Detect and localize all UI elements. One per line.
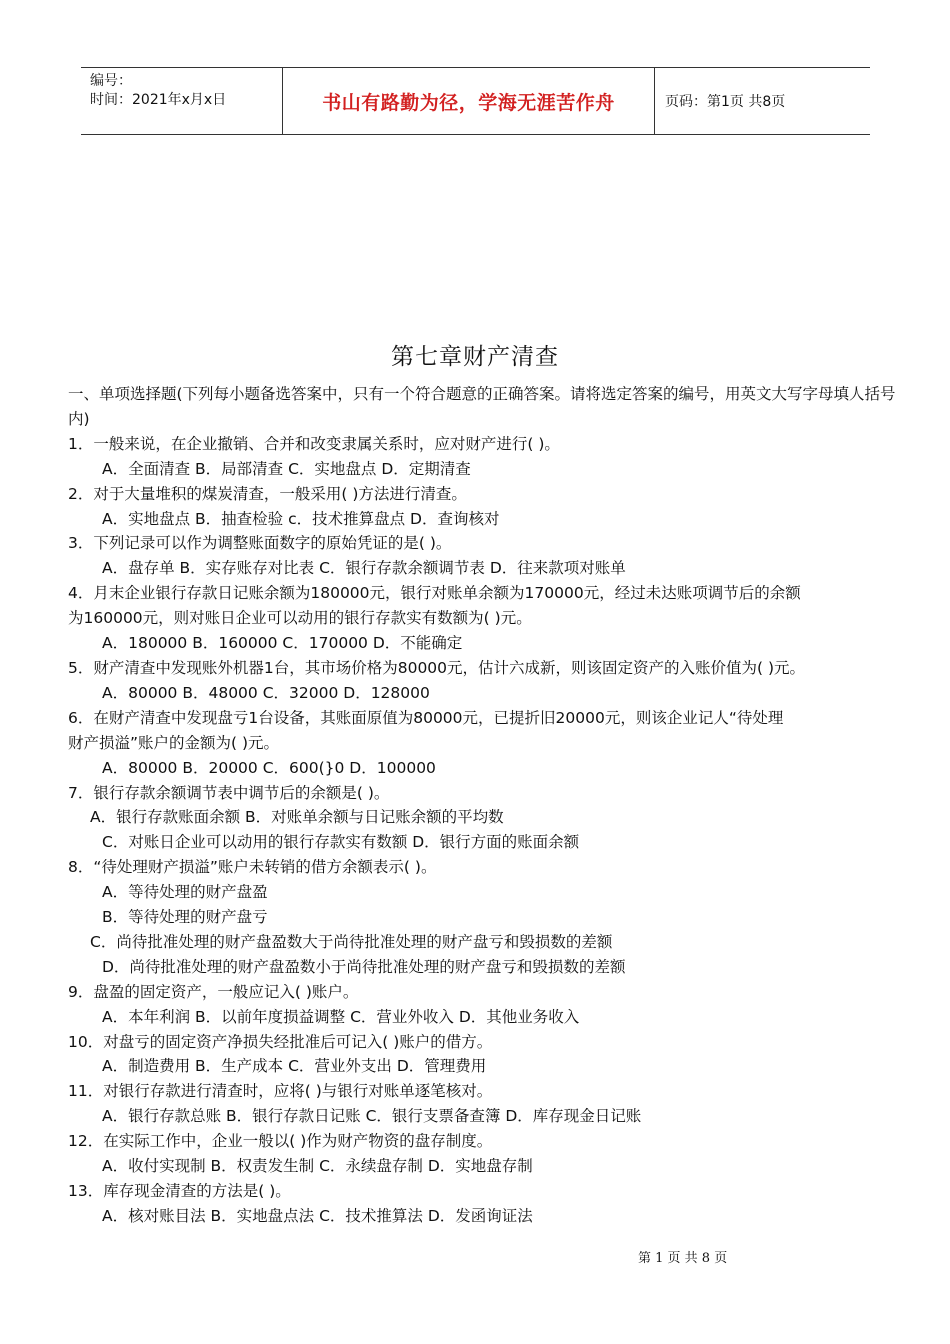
option-line: A．本年利润 B．以前年度损益调整 C．营业外收入 D．其他业务收入 bbox=[102, 1007, 580, 1026]
option-line: A．全面清查 B．局部清查 C．实地盘点 D．定期清查 bbox=[102, 459, 471, 478]
time-label: 时间：2021年x月x日 bbox=[90, 92, 227, 108]
option-line: A．实地盘点 B．抽查检验 c．技术推算盘点 D．查询核对 bbox=[102, 509, 500, 528]
question-line: 财产损溢”账户的金额为( )元。 bbox=[68, 733, 280, 752]
option-line: A．80000 B．48000 C．32000 D．128000 bbox=[102, 683, 430, 702]
option-line: A．80000 B．20000 C．600(}0 D．100000 bbox=[102, 758, 436, 777]
question-line: 5．财产清查中发现账外机器1台，其市场价格为80000元，估计六成新，则该固定资产的入账价值为( )元。 bbox=[68, 658, 806, 677]
number-label: 编号： bbox=[90, 73, 132, 89]
header-motto: 书山有路勤为径，学海无涯苦作舟 bbox=[282, 68, 655, 134]
option-line: A．盘存单 B．实存账存对比表 C．银行存款余额调节表 D．往来款项对账单 bbox=[102, 559, 626, 578]
option-line: A．收付实现制 B．权责发生制 C．永续盘存制 D．实地盘存制 bbox=[102, 1157, 533, 1176]
page-header bbox=[81, 67, 870, 135]
question-line: 4．月末企业银行存款日记账余额为180000元，银行对账单余额为170000元，经过未达账项调节后的余额 bbox=[68, 584, 801, 603]
header-meta bbox=[81, 68, 282, 134]
option-line: A．制造费用 B．生产成本 C．营业外支出 D．管理费用 bbox=[102, 1057, 487, 1076]
question-line: 3．下列记录可以作为调整账面数字的原始凭证的是( )。 bbox=[68, 534, 452, 553]
question-line: 1．一般来说，在企业撤销、合并和改变隶属关系时，应对财产进行( )。 bbox=[68, 434, 560, 453]
question-line: 2．对于大量堆积的煤炭清查，一般采用( )方法进行清查。 bbox=[68, 484, 467, 503]
question-line: 为160000元，则对账日企业可以动用的银行存款实有数额为( )元。 bbox=[68, 609, 532, 628]
question-line: 10．对盘亏的固定资产净损失经批准后可记入( )账户的借方。 bbox=[68, 1032, 493, 1051]
page-footer: 第 1 页 共 8 页 bbox=[638, 1251, 728, 1266]
question-content bbox=[68, 382, 898, 1229]
question-line: 6．在财产清查中发现盘亏1台设备，其账面原值为80000元，已提折旧20000元，则该企业记人“待处理 bbox=[68, 708, 784, 727]
chapter-title: 第七章财产清查 bbox=[391, 344, 559, 370]
option-line: A．核对账目法 B．实地盘点法 C．技术推算法 D．发函询证法 bbox=[102, 1206, 533, 1225]
question-list bbox=[68, 432, 898, 1229]
question-line: 7．银行存款余额调节表中调节后的余额是( )。 bbox=[68, 783, 390, 802]
question-line: 8．“待处理财产损溢”账户未转销的借方余额表示( )。 bbox=[68, 858, 437, 877]
option-line: A．银行存款账面余额 B．对账单余额与日记账余额的平均数 bbox=[90, 808, 504, 827]
option-line: A．等待处理的财产盘盈 bbox=[102, 883, 268, 902]
option-line: A．银行存款总账 B．银行存款日记账 C．银行支票备查簿 D．库存现金日记账 bbox=[102, 1107, 642, 1126]
header-page-code: 页码：第1页 共8页 bbox=[665, 94, 786, 110]
option-line: B．等待处理的财产盘亏 bbox=[102, 908, 268, 927]
option-line: C．尚待批准处理的财产盘盈数大于尚待批准处理的财产盘亏和毁损数的差额 bbox=[90, 932, 613, 951]
section-intro: 一、单项选择题(下列每小题备选答案中，只有一个符合题意的正确答案。请将选定答案的编号，用英文大写字母填人括号内) bbox=[68, 385, 896, 428]
option-line: A．180000 B．160000 C．170000 D．不能确定 bbox=[102, 634, 463, 653]
question-line: 13．库存现金清查的方法是( )。 bbox=[68, 1182, 291, 1200]
question-line: 11．对银行存款进行清查时，应将( )与银行对账单逐笔核对。 bbox=[68, 1082, 493, 1101]
question-line: 12．在实际工作中，企业一般以( )作为财产物资的盘存制度。 bbox=[68, 1132, 493, 1151]
option-line: C．对账日企业可以动用的银行存款实有数额 D．银行方面的账面余额 bbox=[102, 833, 580, 852]
question-line: 9．盘盈的固定资产，一般应记入( )账户。 bbox=[68, 982, 359, 1001]
option-line: D．尚待批准处理的财产盘盈数小于尚待批准处理的财产盘亏和毁损数的差额 bbox=[102, 957, 626, 976]
